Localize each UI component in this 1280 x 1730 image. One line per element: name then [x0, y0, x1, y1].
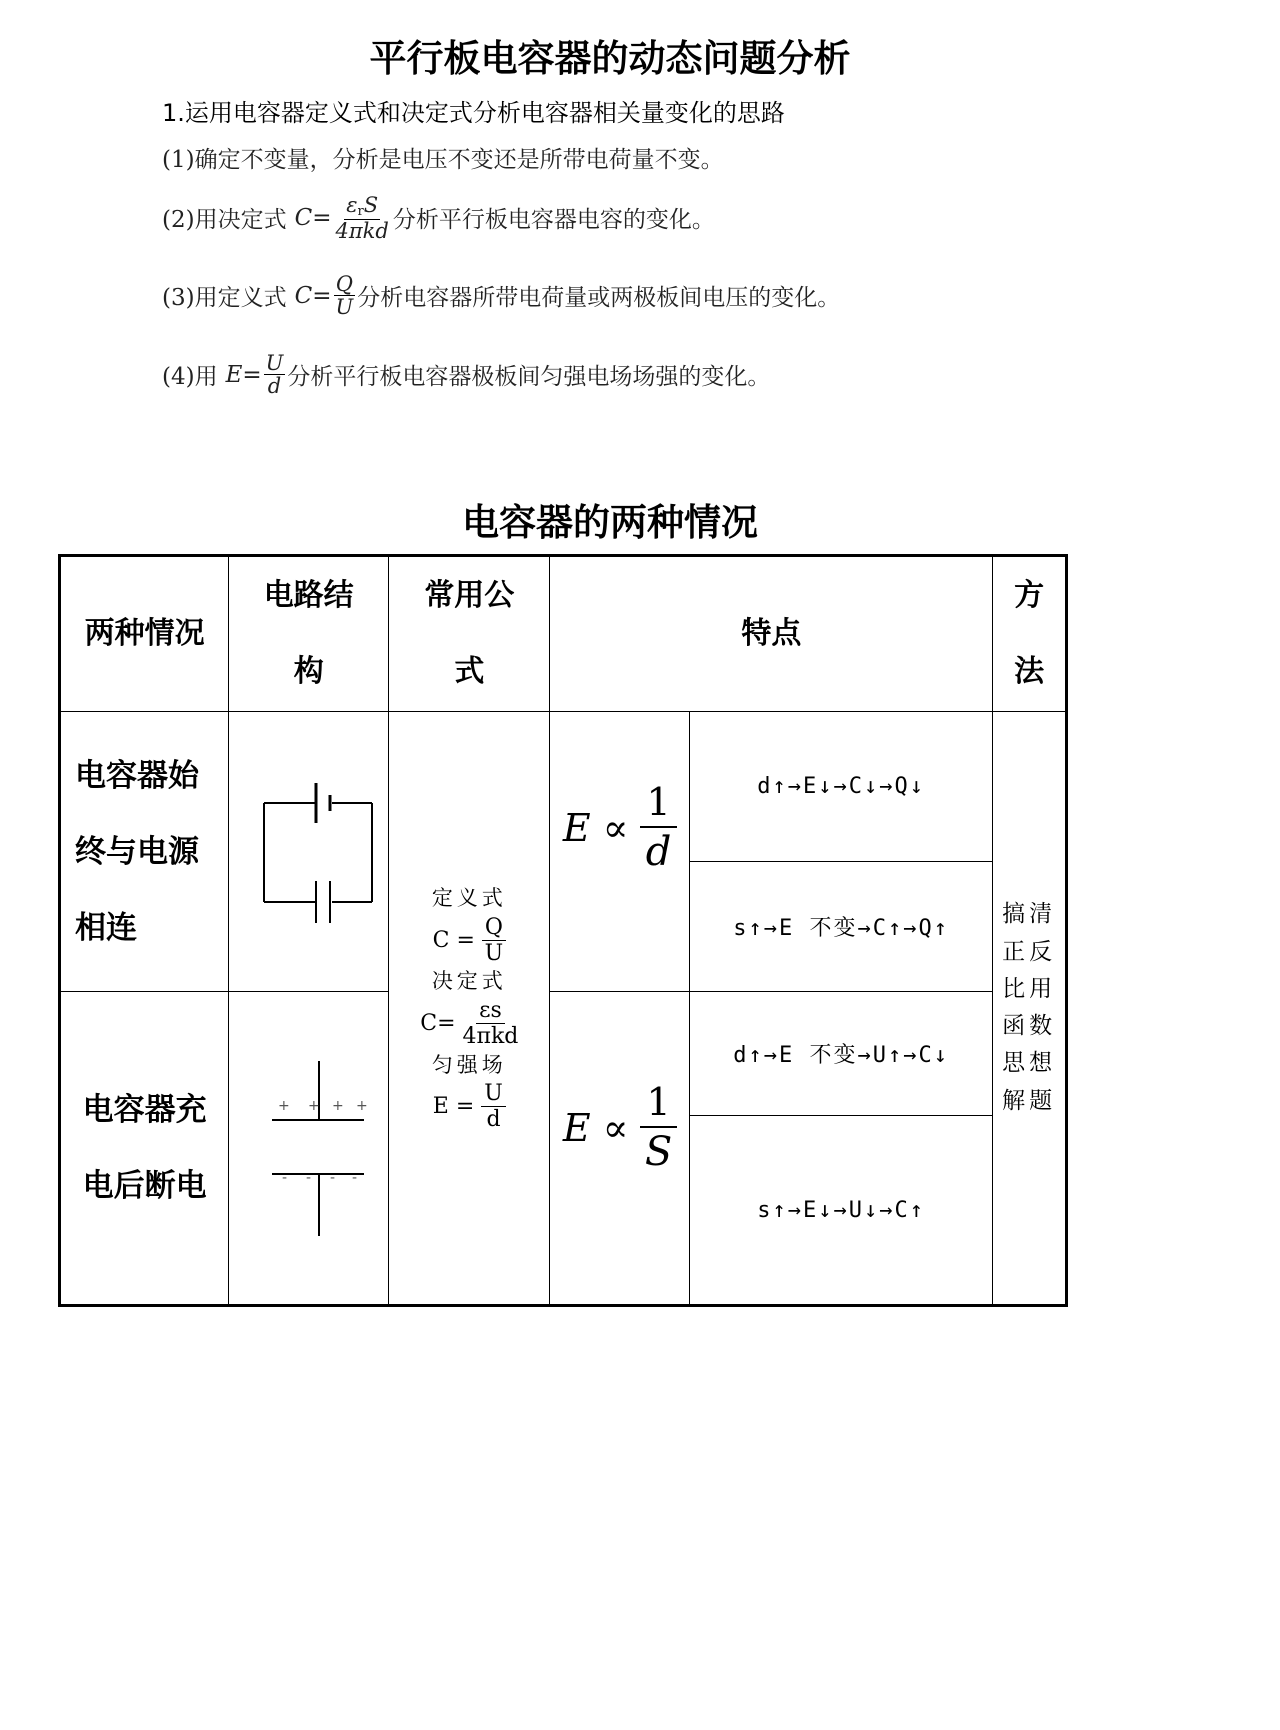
svg-text:+: +	[331, 1098, 344, 1114]
header-method-line2: 法	[1014, 654, 1045, 689]
field-formula	[389, 1081, 549, 1133]
def-label: 定义式	[431, 886, 507, 911]
table-row	[60, 712, 1067, 862]
capacitance-symbol: C	[294, 282, 313, 309]
circuit-diagram-battery-icon	[234, 775, 384, 925]
equals-sign: =	[312, 282, 332, 309]
def-denominator: U	[484, 941, 504, 967]
subscript-r: r	[357, 204, 364, 219]
relation-3: d↑→E 不变→U↑→C↓	[690, 992, 993, 1116]
row1-label	[60, 712, 229, 992]
header-formula-line2: 式	[454, 654, 485, 689]
capacitor-table	[58, 554, 1068, 1307]
numerator: U	[265, 351, 284, 375]
header-formula-line1: 常用公	[424, 578, 515, 613]
method-line5: 思想	[1002, 1050, 1057, 1077]
proportion-2-formula	[550, 1080, 689, 1176]
row2-label-line2: 电后断电	[82, 1168, 207, 1204]
common-formulas	[389, 712, 550, 1306]
def-lhs: C =	[432, 927, 475, 953]
svg-text:-: -	[305, 1170, 311, 1186]
proportion-2-numerator: 1	[640, 1080, 676, 1128]
header-formula	[389, 556, 550, 712]
header-circuit-line1: 电路结	[263, 578, 354, 613]
proportion-2-fraction	[640, 1080, 676, 1176]
denominator: d	[267, 374, 282, 399]
method-line4: 函数	[1002, 1013, 1057, 1039]
step-4-prefix: (4)用	[162, 364, 218, 391]
def-numerator: Q	[482, 915, 506, 941]
method-cell	[993, 712, 1067, 1306]
fraction-determining	[333, 194, 390, 242]
field-label: 匀强场	[431, 1052, 507, 1077]
step-4	[162, 352, 770, 397]
def-fraction	[482, 915, 506, 967]
numerator: Q	[335, 272, 353, 296]
field-denominator: d	[486, 1107, 501, 1133]
proportion-1-numerator: 1	[640, 780, 676, 828]
step-2-prefix: (2)用决定式	[162, 207, 287, 234]
equals-sign: =	[242, 361, 262, 388]
proportion-2	[550, 992, 690, 1306]
svg-text:-: -	[281, 1170, 287, 1186]
circuit-disconnected	[229, 992, 389, 1306]
row2-label-line1: 电容器充	[82, 1092, 207, 1128]
field-numerator: U	[481, 1081, 506, 1107]
charged-capacitor-icon	[234, 1046, 384, 1246]
row1-label-line2: 终与电源	[75, 833, 199, 870]
method-line3: 比用	[1002, 975, 1057, 1002]
method-line6: 解题	[1002, 1087, 1057, 1114]
fraction-definition	[333, 273, 355, 318]
field-lhs: E =	[432, 1093, 475, 1119]
denominator: 4πkd	[335, 218, 389, 243]
proportion-1-formula	[550, 780, 689, 876]
field-symbol: E	[225, 361, 243, 388]
det-label: 决定式	[431, 969, 507, 994]
equals-sign: =	[312, 204, 332, 231]
header-circuit-line2: 构	[293, 654, 324, 689]
section-heading: 1.运用电容器定义式和决定式分析电容器相关量变化的思路	[162, 99, 785, 127]
table-title: 电容器的两种情况	[462, 501, 758, 544]
proportion-1-fraction	[640, 780, 676, 876]
field-fraction	[481, 1081, 506, 1133]
row1-label-line3: 相连	[75, 909, 137, 946]
header-method-line1: 方	[1014, 578, 1045, 613]
proportion-1	[550, 712, 690, 992]
row2-label	[60, 992, 229, 1306]
proportion-2-lhs: E ∝	[562, 1105, 629, 1150]
step-3	[162, 273, 840, 318]
svg-text:+: +	[355, 1098, 368, 1114]
relation-1: d↑→E↓→C↓→Q↓	[690, 712, 993, 862]
proportion-1-denominator: d	[645, 828, 672, 875]
svg-text:+: +	[277, 1098, 290, 1114]
step-1: (1)确定不变量，分析是电压不变还是所带电荷量不变。	[162, 147, 724, 173]
step-2-suffix: 分析平行板电容器电容的变化。	[392, 207, 715, 234]
proportion-1-lhs: E ∝	[562, 805, 629, 850]
relation-2: s↑→E 不变→C↑→Q↑	[690, 862, 993, 992]
row1-label-line1: 电容器始	[75, 757, 199, 794]
circuit-connected	[229, 712, 389, 992]
proportion-2-denominator: S	[644, 1128, 673, 1175]
header-method	[993, 556, 1067, 712]
step-3-suffix: 分析电容器所带电荷量或两极板间电压的变化。	[357, 285, 841, 312]
svg-text:+: +	[307, 1098, 320, 1114]
step-2	[162, 194, 715, 242]
table-row	[60, 992, 1067, 1116]
denominator: U	[335, 295, 354, 320]
def-formula	[389, 915, 549, 967]
svg-text:-: -	[329, 1170, 335, 1186]
det-numerator: εs	[476, 998, 505, 1024]
det-denominator: 4πkd	[462, 1024, 519, 1050]
table-header-row	[60, 556, 1067, 712]
det-formula	[389, 998, 549, 1050]
capacitance-symbol: C	[294, 204, 313, 231]
header-features: 特点	[550, 556, 993, 712]
method-line1: 搞清	[1002, 901, 1057, 928]
method-line2: 正反	[1002, 938, 1057, 965]
header-circuit	[229, 556, 389, 712]
det-lhs: C=	[420, 1010, 456, 1036]
area-symbol: S	[363, 193, 379, 217]
page-title: 平行板电容器的动态问题分析	[369, 37, 851, 80]
epsilon: ε	[346, 193, 358, 217]
fraction-field	[264, 352, 286, 397]
svg-text:-: -	[351, 1170, 357, 1186]
header-cases: 两种情况	[60, 556, 229, 712]
step-3-prefix: (3)用定义式	[162, 285, 287, 312]
relation-4: s↑→E↓→U↓→C↑	[690, 1116, 993, 1306]
step-4-suffix: 分析平行板电容器极板间匀强电场场强的变化。	[287, 364, 771, 391]
det-fraction	[463, 998, 519, 1050]
